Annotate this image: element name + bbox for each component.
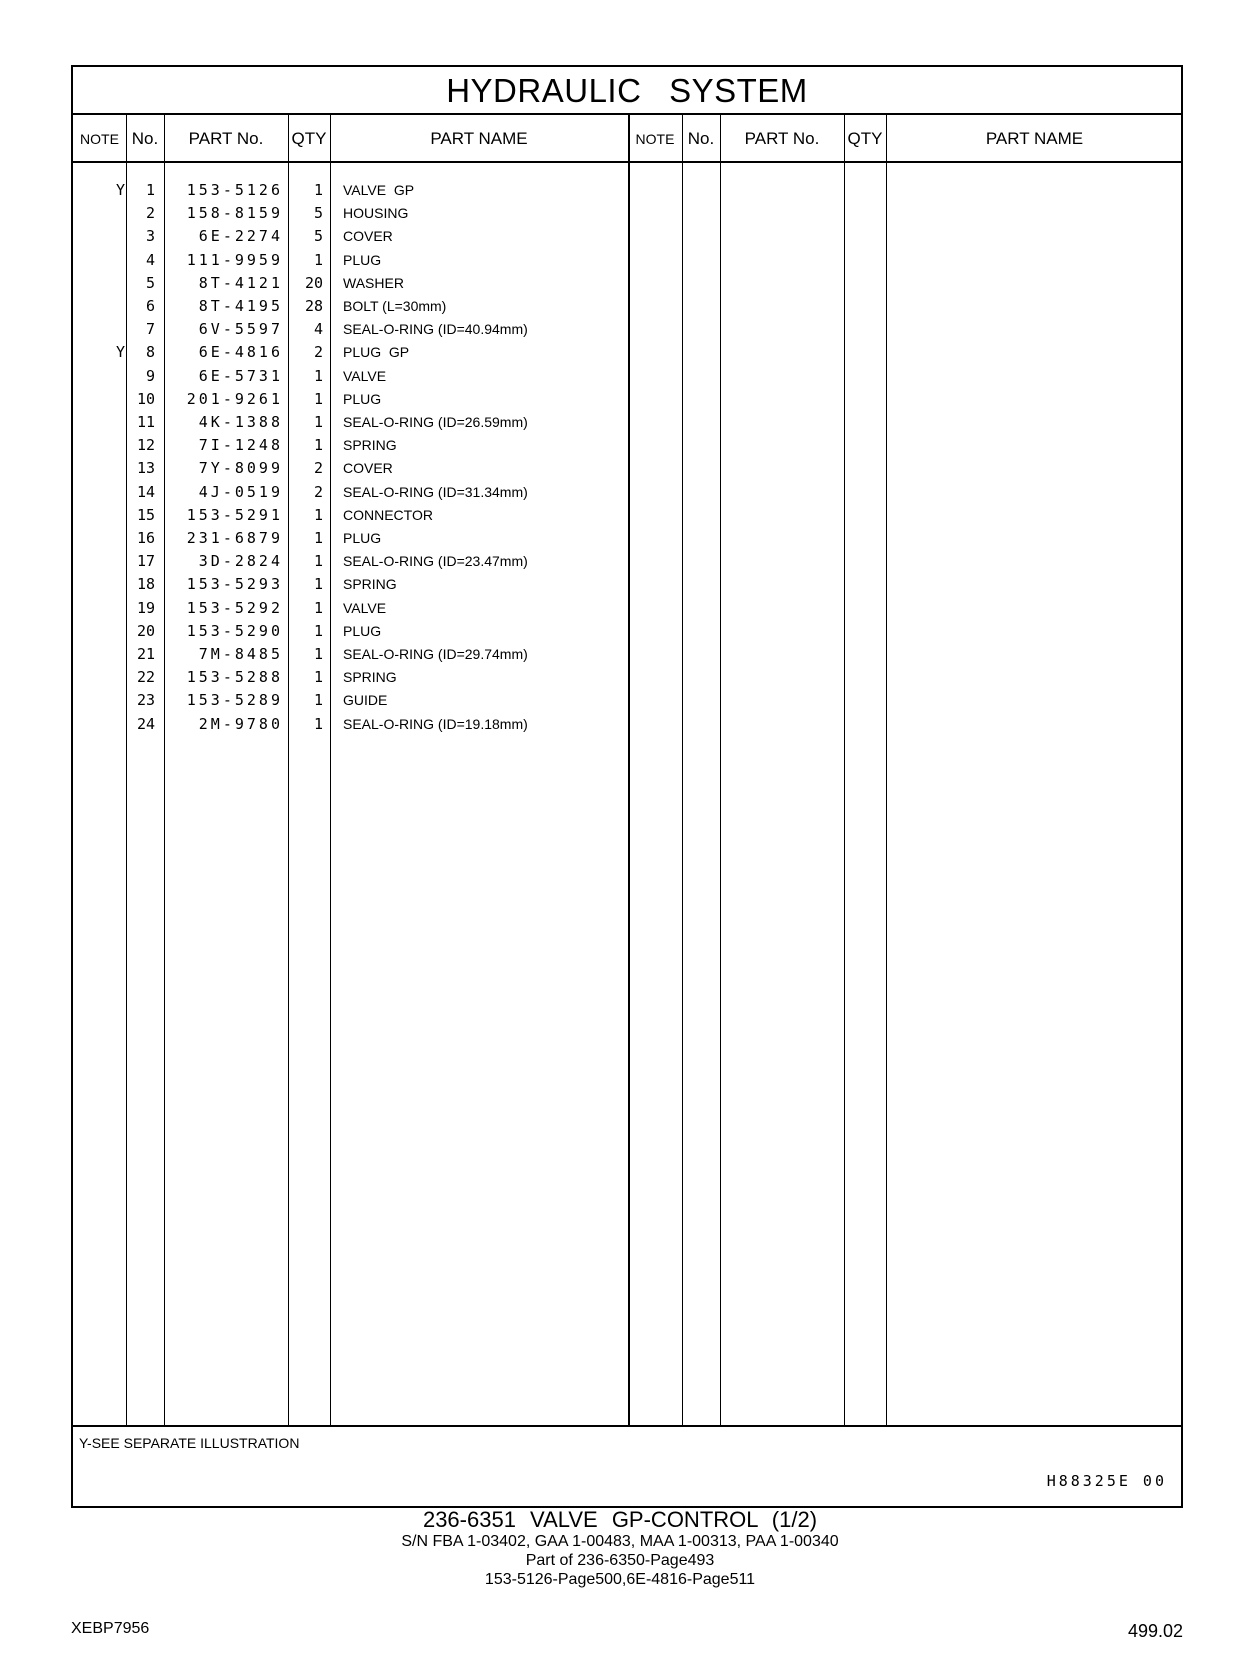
quantity-cell: 2: [313, 482, 323, 501]
table-row: [73, 249, 603, 272]
part-number-cell: 8T-4195: [198, 297, 283, 315]
table-row: [73, 573, 603, 596]
part-name-cell: SEAL-O-RING (ID=29.74mm): [343, 646, 528, 662]
item-number-cell: 2: [145, 204, 155, 223]
item-number-cell: 13: [136, 459, 155, 478]
quantity-cell: 1: [313, 505, 323, 524]
part-name-cell: CONNECTOR: [343, 506, 433, 523]
table-row: [73, 713, 603, 736]
table-row: [73, 272, 603, 295]
item-number-cell: 18: [136, 575, 155, 594]
table-row: [73, 295, 603, 318]
item-number-cell: 16: [136, 529, 155, 547]
item-number-cell: 10: [136, 389, 155, 408]
caption-serials: S/N FBA 1-03402, GAA 1-00483, MAA 1-00313, PAA 1-00340: [401, 1533, 839, 1550]
part-name-cell: COVER: [343, 460, 393, 477]
item-number-cell: 22: [136, 668, 155, 687]
table-row: [73, 643, 603, 666]
part-number-cell: 153-5288: [186, 668, 283, 687]
table-row: [73, 550, 603, 573]
header-note: NOTE: [80, 131, 119, 147]
item-number-cell: 14: [136, 482, 155, 501]
part-name-cell: SPRING: [343, 576, 397, 593]
part-name-cell: SPRING: [343, 669, 397, 686]
table-row: [73, 620, 603, 643]
item-number-cell: 17: [136, 552, 155, 571]
caption-title: 236-6351 VALVE GP-CONTROL (1/2): [422, 1507, 818, 1532]
part-name-cell: VALVE GP: [343, 182, 415, 198]
quantity-cell: 1: [313, 436, 323, 455]
table-row: [73, 318, 603, 341]
quantity-cell: 4: [313, 320, 323, 339]
item-number-cell: 23: [136, 691, 155, 710]
table-row: [73, 411, 603, 434]
part-number-cell: 6V-5597: [198, 320, 283, 339]
header-part-no: PART No.: [744, 129, 820, 148]
part-name-cell: PLUG: [343, 251, 382, 268]
caption-refs: 153-5126-Page500,6E-4816-Page511: [484, 1571, 756, 1588]
part-name-cell: SEAL-O-RING (ID=40.94mm): [343, 321, 528, 338]
table-row: [73, 434, 603, 457]
col-divider: [682, 114, 683, 1426]
part-number-cell: 153-5292: [186, 598, 283, 617]
quantity-cell: 1: [313, 529, 323, 547]
item-number-cell: 15: [136, 505, 155, 524]
item-number-cell: 4: [145, 250, 155, 269]
header-part-no: PART No.: [188, 129, 264, 148]
part-number-cell: 153-5290: [186, 621, 283, 640]
col-divider: [720, 114, 721, 1426]
part-name-cell: PLUG GP: [343, 344, 410, 361]
page-number: 499.02: [1127, 1621, 1183, 1641]
drawing-number: H88325E 00: [1046, 1472, 1167, 1490]
quantity-cell: 2: [313, 459, 323, 478]
part-name-cell: VALVE: [343, 367, 387, 384]
table-row: [73, 504, 603, 527]
quantity-cell: 1: [313, 250, 323, 269]
header-no: No.: [687, 129, 715, 148]
quantity-cell: 1: [313, 668, 323, 687]
quantity-cell: 2: [313, 343, 323, 362]
caption-part-of: Part of 236-6350-Page493: [525, 1552, 715, 1569]
header-qty: QTY: [847, 129, 883, 148]
part-name-cell: SEAL-O-RING (ID=19.18mm): [343, 715, 528, 732]
quantity-cell: 1: [313, 714, 323, 733]
part-number-cell: 7M-8485: [198, 645, 283, 663]
quantity-cell: 20: [304, 273, 323, 292]
table-row: [73, 202, 603, 225]
part-name-cell: PLUG: [343, 530, 382, 546]
part-name-cell: WASHER: [343, 274, 404, 291]
item-number-cell: 5: [145, 273, 155, 292]
col-divider: [844, 114, 845, 1426]
quantity-cell: 1: [313, 389, 323, 408]
quantity-cell: 1: [313, 598, 323, 617]
item-number-cell: 1: [145, 181, 155, 199]
part-name-cell: PLUG: [343, 390, 382, 407]
quantity-cell: 1: [313, 691, 323, 710]
header-qty: QTY: [291, 129, 327, 148]
quantity-cell: 28: [304, 297, 323, 315]
table-row: [73, 341, 603, 364]
part-name-cell: SEAL-O-RING (ID=31.34mm): [343, 483, 528, 500]
note-cell: Y: [115, 181, 125, 199]
table-row: [73, 457, 603, 480]
part-name-cell: COVER: [343, 228, 393, 245]
item-number-cell: 24: [136, 714, 155, 733]
footnote: Y-SEE SEPARATE ILLUSTRATION: [79, 1435, 300, 1451]
part-number-cell: 153-5293: [186, 575, 283, 594]
part-number-cell: 8T-4121: [198, 273, 283, 292]
part-number-cell: 4J-0519: [198, 482, 283, 501]
item-number-cell: 9: [145, 366, 155, 385]
header-part-name: PART NAME: [985, 129, 1084, 148]
quantity-cell: 1: [313, 645, 323, 663]
item-number-cell: 20: [136, 621, 155, 640]
item-number-cell: 3: [145, 227, 155, 246]
quantity-cell: 1: [313, 552, 323, 571]
col-divider: [886, 114, 887, 1426]
table-row: [73, 225, 603, 248]
table-row: [73, 527, 603, 550]
parts-list-sheet: [71, 65, 1183, 1508]
quantity-cell: 1: [313, 575, 323, 594]
part-number-cell: 7Y-8099: [198, 459, 283, 478]
quantity-cell: 5: [313, 204, 323, 223]
part-number-cell: 6E-4816: [198, 343, 283, 362]
section-title: HYDRAULIC SYSTEM: [446, 72, 808, 109]
part-name-cell: VALVE: [343, 599, 387, 616]
quantity-cell: 1: [313, 413, 323, 431]
item-number-cell: 19: [136, 598, 155, 617]
table-row: [73, 365, 603, 388]
part-number-cell: 201-9261: [186, 389, 283, 408]
part-number-cell: 4K-1388: [198, 413, 283, 431]
item-number-cell: 6: [145, 297, 155, 315]
item-number-cell: 12: [136, 436, 155, 455]
part-number-cell: 153-5126: [186, 181, 283, 199]
item-number-cell: 21: [136, 645, 155, 663]
part-number-cell: 231-6879: [186, 529, 283, 547]
part-number-cell: 111-9959: [186, 250, 283, 269]
part-name-cell: GUIDE: [343, 692, 388, 709]
quantity-cell: 1: [313, 181, 323, 199]
part-name-cell: BOLT (L=30mm): [343, 298, 447, 314]
part-number-cell: 6E-5731: [198, 366, 283, 385]
header-no: No.: [131, 129, 159, 148]
caption-block: [0, 1508, 1240, 1589]
part-number-cell: 2M-9780: [198, 714, 283, 733]
item-number-cell: 8: [145, 343, 155, 362]
part-name-cell: SEAL-O-RING (ID=26.59mm): [343, 414, 528, 430]
part-name-cell: HOUSING: [343, 205, 409, 222]
part-number-cell: 158-8159: [186, 204, 283, 223]
table-row: [73, 481, 603, 504]
table-row: [73, 388, 603, 411]
table-row: [73, 689, 603, 712]
part-number-cell: 153-5289: [186, 691, 283, 710]
table-bottom-divider: [73, 1425, 1181, 1427]
quantity-cell: 5: [313, 227, 323, 246]
part-number-cell: 153-5291: [186, 505, 283, 524]
note-cell: Y: [115, 343, 125, 362]
table-row: [73, 179, 603, 202]
part-name-cell: PLUG: [343, 622, 382, 639]
quantity-cell: 1: [313, 621, 323, 640]
part-number-cell: 3D-2824: [198, 552, 283, 571]
item-number-cell: 11: [136, 413, 155, 431]
part-name-cell: SEAL-O-RING (ID=23.47mm): [343, 553, 528, 570]
header-part-name: PART NAME: [430, 129, 528, 148]
part-name-cell: SPRING: [343, 437, 397, 454]
document-id: XEBP7956: [71, 1620, 150, 1637]
quantity-cell: 1: [313, 366, 323, 385]
part-number-cell: 7I-1248: [198, 436, 283, 455]
header-note: NOTE: [635, 131, 675, 147]
table-row: [73, 666, 603, 689]
item-number-cell: 7: [145, 320, 155, 339]
part-number-cell: 6E-2274: [198, 227, 283, 246]
table-row: [73, 597, 603, 620]
